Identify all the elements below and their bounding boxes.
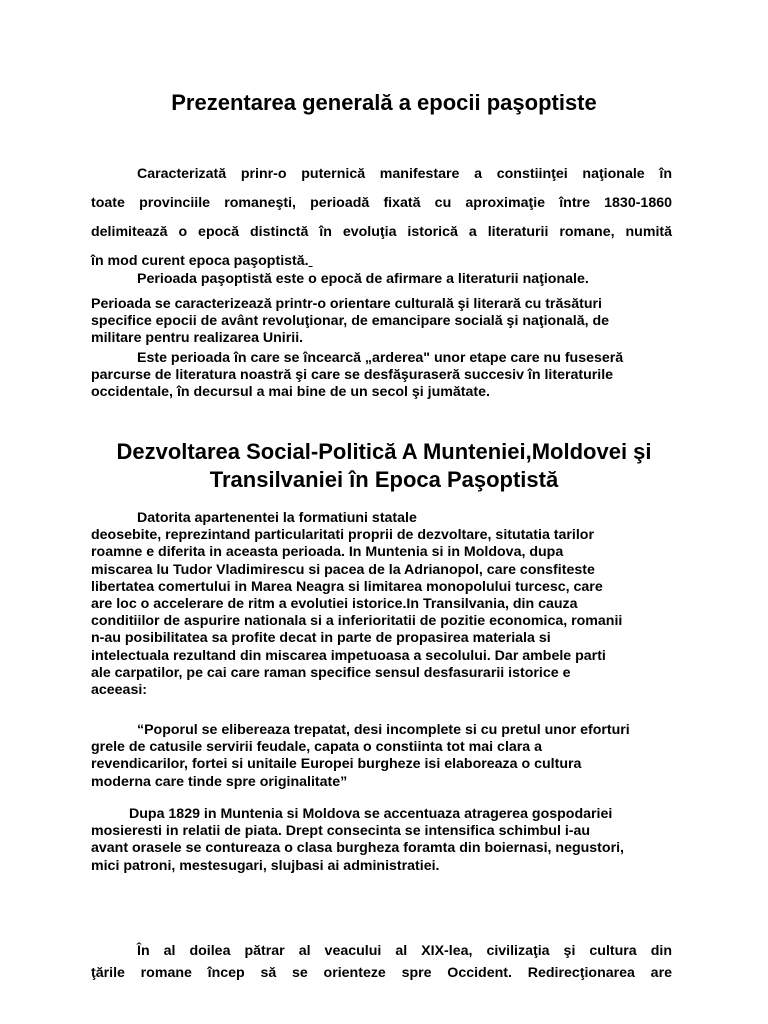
text-line: Dupa 1829 in Muntenia si Moldova se accentuaza atragerea gospodariei <box>129 806 613 822</box>
text-line: conditiilor de aspurire nationala si a inferioritatii de pozitie economica, romanii <box>91 613 623 630</box>
text-line: Perioada paşoptistă este o epocă de afirmare a literaturii naţionale. <box>137 271 589 287</box>
text-line: militare pentru realizarea Unirii. <box>91 330 304 346</box>
text-line: mosieresti in relatii de piata. Drept consecinta se intensifica schimbul i-au <box>91 823 591 840</box>
text-line: delimitează o epocă distinctă în evoluţia istorică a literaturii romane, numită <box>91 224 672 240</box>
text-line: Perioada se caracterizează printr-o orientare culturală şi literară cu trăsături <box>91 296 602 312</box>
paragraph-after-1829 <box>91 806 672 875</box>
text-line: În al doilea pătrar al veacului al XIX-lea, civilizaţia şi cultura din <box>137 943 672 959</box>
paragraph-quote <box>91 722 672 791</box>
text-line: aceeasi: <box>91 682 148 699</box>
text-line: miscarea lu Tudor Vladimirescu si pacea de la Adrianopol, care consfiteste <box>91 561 595 578</box>
text-line: revendicarilor, fortei si unitaile Europei burgheze isi elaboreaza o cultura <box>91 756 582 773</box>
text-line: parcurse de literatura noastră şi care se desfăşuraseră succesiv în literaturile <box>91 367 614 383</box>
section-title <box>0 438 768 494</box>
text-line: roamne e diferita in aceasta perioada. In Muntenia si in Moldova, dupa <box>91 544 564 561</box>
section-title-line: Transilvaniei în Epoca Paşoptistă <box>209 467 559 492</box>
page-title: Prezentarea generală a epocii paşoptiste <box>171 90 597 115</box>
paragraph-characteristics <box>91 296 672 347</box>
text-line: ale carpatilor, pe cai care raman specifice sensul desfasurarii istorice e <box>91 664 571 681</box>
text-line: n-au posibilitatea sa profite decat in parte de propasirea materiala si <box>91 630 551 647</box>
paragraph-definition <box>91 270 672 288</box>
text-line: moderna care tinde spre originalitate” <box>91 773 348 790</box>
text-line: deosebite, reprezintand particularitati proprii de dezvoltare, situtatia tarilor <box>91 527 594 544</box>
text-line: grele de catusile servirii feudale, capata o constiinta tot mai clara a <box>91 739 543 756</box>
paragraph-stages <box>91 350 672 401</box>
text-line: libertatea comertului in Marea Neagra si limitarea monopolului turcesc, care <box>91 578 603 595</box>
text-line: toate provinciile romaneşti, perioadă fixată cu aproximaţie între 1830-1860 <box>91 195 672 211</box>
paragraph-occident <box>91 940 672 984</box>
text-line: specifice epocii de avânt revoluţionar, de emancipare socială şi naţională, de <box>91 313 610 329</box>
paragraph-intro <box>91 160 672 276</box>
text-line: avant orasele se contureaza o clasa burgheza foramta din boiernasi, negustori, <box>91 840 624 857</box>
text-line: în mod curent epoca paşoptistă. <box>91 253 309 269</box>
text-line: intelectuala rezultand din miscarea impetuoasa a secolului. Dar ambele parti <box>91 647 606 664</box>
text-line: Datorita apartenentei la formatiuni statale <box>137 510 417 526</box>
text-line: ţările romane încep să se orienteze spre Occident. Redirecţionarea are <box>91 965 672 981</box>
text-line: are loc o accelerare de ritm a evolutiei istorice.In Transilvania, din cauza <box>91 596 578 613</box>
text-line: occidentale, în decursul a mai bine de un secol şi jumătate. <box>91 384 490 400</box>
paragraph-political-context <box>91 510 672 699</box>
section-title-line: Dezvoltarea Social-Politică A Munteniei,Moldovei şi <box>116 439 652 464</box>
text-line: Caracterizată prinr-o puternică manifestare a constiinţei naţionale în <box>137 166 672 182</box>
text-line: “Poporul se elibereaza trepatat, desi incomplete si cu pretul unor eforturi <box>137 722 630 738</box>
text-line: Este perioada în care se încearcă „arderea" unor etape care nu fuseseră <box>137 350 624 366</box>
text-line: mici patroni, mestesugari, slujbasi ai administratiei. <box>91 857 440 874</box>
